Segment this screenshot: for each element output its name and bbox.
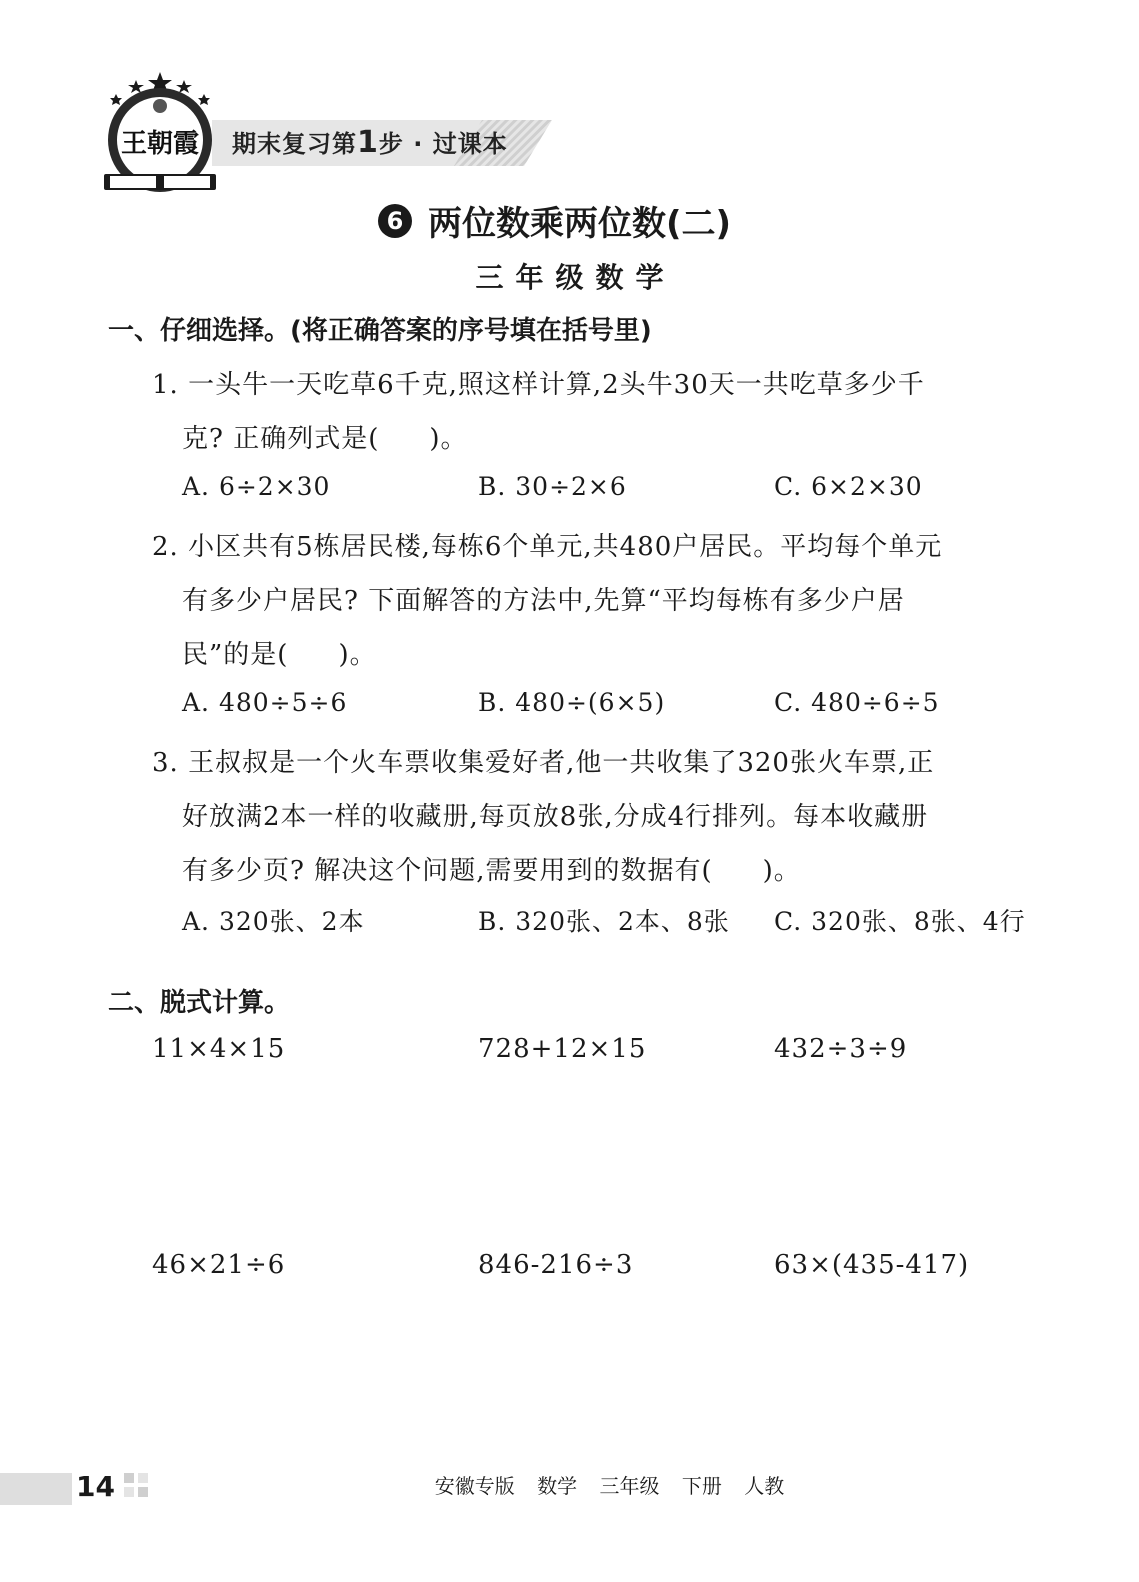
footer-item: 三年级 [599,1474,660,1498]
question-2-option-b: B. 480÷(6×5) [478,688,666,717]
question-2-option-a: A. 480÷5÷6 [182,688,348,717]
question-1-line-2: 克? 正确列式是( )。 [182,424,468,454]
section1-heading: 一、仔细选择。(将正确答案的序号填在括号里) [108,316,652,346]
calc-expression: 846-216÷3 [478,1250,634,1280]
section2-heading: 二、脱式计算。 [108,988,291,1018]
question-3-line-1: 3. 王叔叔是一个火车票收集爱好者,他一共收集了320张火车票,正 [152,748,935,778]
footer-item: 安徽专版 [434,1474,515,1498]
question-2-line-1: 2. 小区共有5栋居民楼,每栋6个单元,共480户居民。平均每个单元 [152,532,943,562]
question-3-option-b: B. 320张、2本、8张 [478,907,730,936]
page-number: 14 [76,1470,115,1503]
svg-text:王朝霞: 王朝霞 [120,129,200,159]
calc-expression: 63×(435-417) [774,1250,970,1280]
question-3-line-2: 好放满2本一样的收藏册,每页放8张,分成4行排列。每本收藏册 [182,802,929,832]
question-1-option-b: B. 30÷2×6 [478,472,627,501]
footer-item: 人教 [744,1474,785,1498]
calc-expression: 432÷3÷9 [774,1034,908,1064]
footer-item: 下册 [681,1474,722,1498]
question-1-option-c: C. 6×2×30 [774,472,923,501]
question-3-option-c: C. 320张、8张、4行 [774,907,1026,936]
question-2-option-c: C. 480÷6÷5 [774,688,940,717]
calc-expression: 728+12×15 [478,1034,647,1064]
question-3-line-3: 有多少页? 解决这个问题,需要用到的数据有( )。 [182,856,801,886]
question-1-option-a: A. 6÷2×30 [182,472,331,501]
footer-edition-info [0,1470,1139,1499]
question-1-line-1: 1. 一头牛一天吃草6千克,照这样计算,2头牛30天一共吃草多少千 [152,370,925,400]
lesson-subtitle: 三年级数学 [475,261,676,294]
header-banner-text: 期末复习第1步 · 过课本 [232,125,508,160]
question-2-line-2: 有多少户居民? 下面解答的方法中,先算“平均每栋有多少户居 [182,586,905,616]
footer-item: 数学 [537,1474,578,1498]
question-2-line-3: 民”的是( )。 [182,640,377,670]
calc-expression: 11×4×15 [152,1034,286,1064]
lesson-number-badge: 6 [378,204,412,238]
calc-expression: 46×21÷6 [152,1250,286,1280]
wang-zhaoxia-seal-logo [100,70,220,198]
lesson-title [378,196,731,245]
question-3-option-a: A. 320张、2本 [182,907,365,936]
lesson-title-text: 两位数乘两位数(二) [428,204,732,244]
